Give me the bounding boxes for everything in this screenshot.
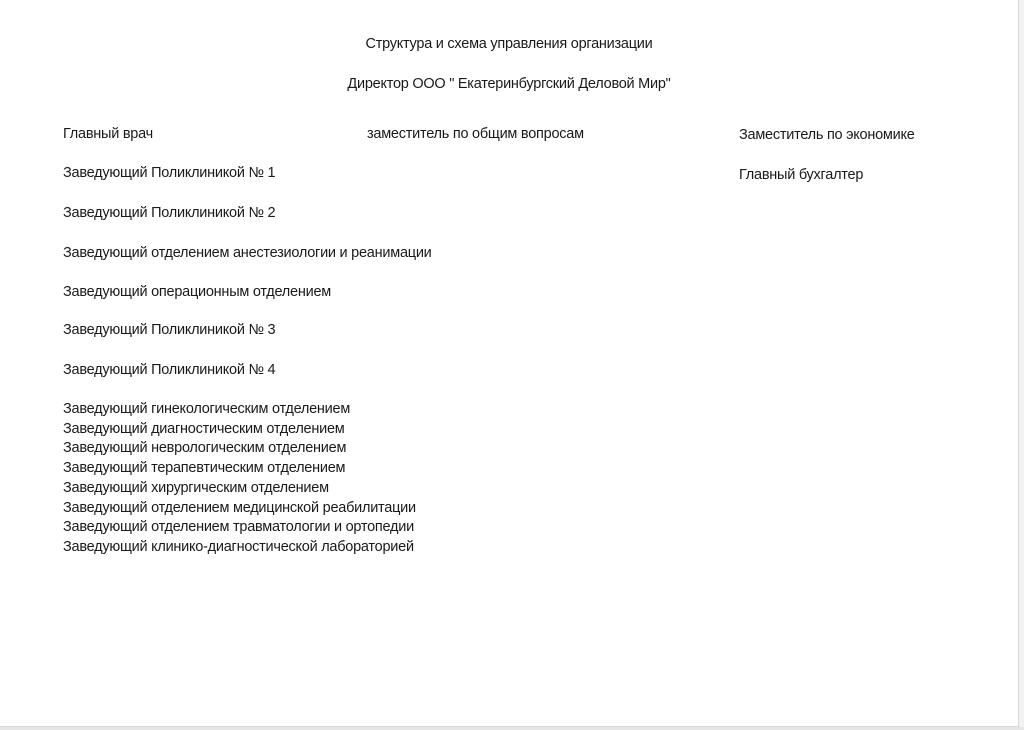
deputy-general-label: заместитель по общим вопросам	[367, 126, 584, 142]
right-edge	[1019, 0, 1024, 730]
head-polyclinic-2: Заведующий Поликлиникой № 2	[63, 205, 276, 221]
head-polyclinic-4: Заведующий Поликлиникой № 4	[63, 362, 276, 378]
list-item: Заведующий клинико-диагностической лабораторией	[63, 538, 414, 555]
head-polyclinic-1: Заведующий Поликлиникой № 1	[63, 165, 276, 181]
chief-accountant-label: Главный бухгалтер	[739, 167, 864, 183]
document-title: Структура и схема управления организации	[365, 36, 653, 52]
list-item: Заведующий гинекологическим отделением	[63, 401, 351, 417]
list-item: Заведующий диагностическим отделением	[63, 420, 345, 437]
director-label: Директор ООО " Екатеринбургский Деловой Мир"	[347, 76, 671, 92]
head-anesthesiology: Заведующий отделением анестезиологии и реанимации	[63, 245, 432, 261]
list-item: Заведующий отделением травматологии и ортопедии	[63, 519, 414, 536]
chief-doctor-label: Главный врач	[63, 126, 153, 142]
list-item: Заведующий хирургическим отделением	[63, 479, 329, 496]
list-item: Заведующий отделением медицинской реабилитации	[63, 499, 416, 516]
head-polyclinic-3: Заведующий Поликлиникой № 3	[63, 322, 276, 338]
list-item: Заведующий терапевтическим отделением	[63, 460, 346, 477]
head-operating: Заведующий операционным отделением	[63, 284, 331, 300]
list-item: Заведующий неврологическим отделением	[63, 440, 347, 457]
deputy-economics-label: Заместитель по экономике	[739, 127, 915, 143]
department-heads-list	[63, 400, 416, 558]
